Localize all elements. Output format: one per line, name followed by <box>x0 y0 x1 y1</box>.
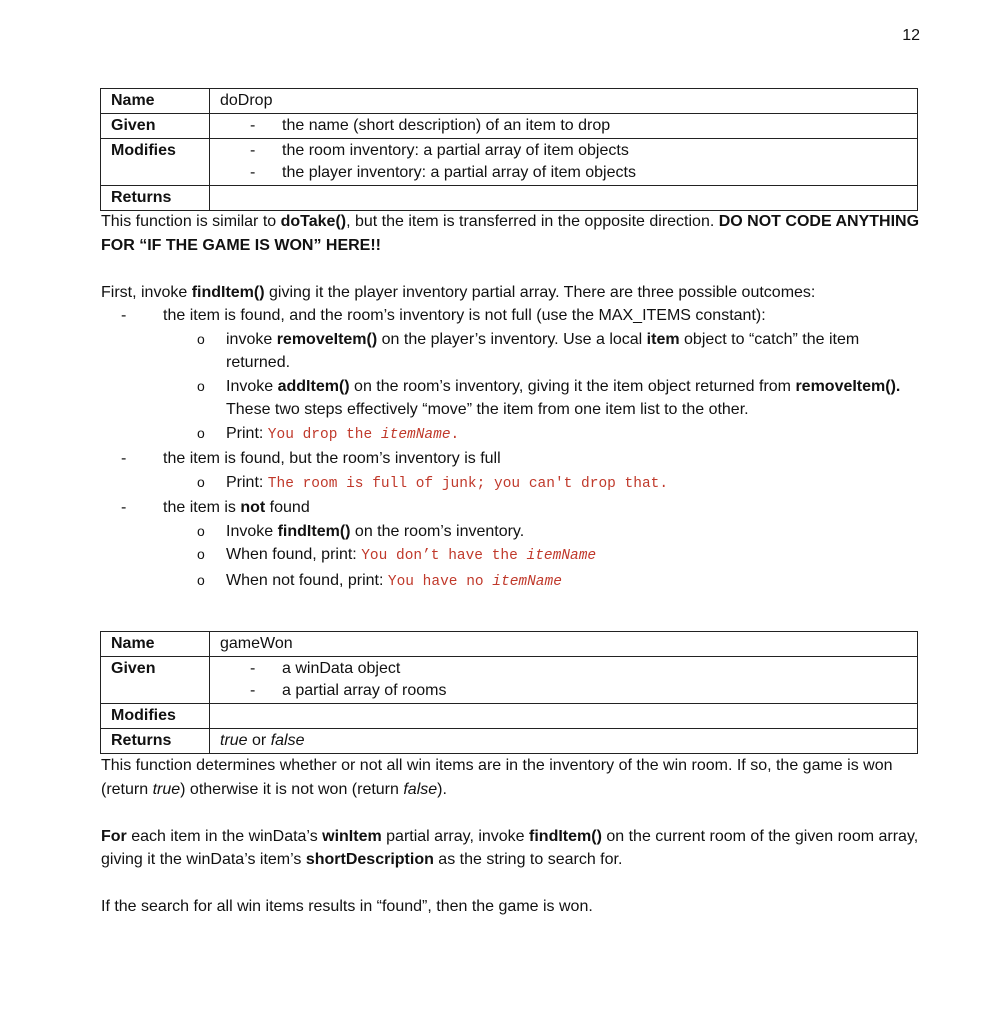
table-row <box>101 657 918 704</box>
table-row <box>101 139 918 186</box>
list-item: - the item is found, and the room’s inventory is not full (use the MAX_ITEMS constant): <box>121 307 766 324</box>
given-label: Given <box>101 657 210 704</box>
list-item: o Invoke findItem() on the room’s inventory. <box>197 522 525 540</box>
given-label: Given <box>101 114 210 139</box>
list-item: o Print: You drop the itemName. <box>197 424 460 443</box>
list-item: o When not found, print: You have no itemName <box>197 571 562 590</box>
table-row <box>101 729 918 754</box>
name-label: Name <box>101 632 210 657</box>
returns-label: Returns <box>101 729 210 754</box>
given-item: - a winData object <box>282 660 401 677</box>
modifies-value <box>210 704 918 729</box>
table-row <box>101 632 918 657</box>
last-paragraph: If the search for all win items results in “found”, then the game is won. <box>101 898 593 915</box>
returns-value <box>210 186 918 211</box>
list-item: - the item is not found <box>121 499 310 516</box>
returns-label: Returns <box>101 186 210 211</box>
list-item: - the item is found, but the room’s inventory is full <box>121 450 501 467</box>
page-number: 12 <box>902 27 920 44</box>
dodrop-description: This function is similar to doTake(), but the item is transferred in the opposite direction. DO NOT CODE ANYTHING FOR “IF THE GAME IS WON” HERE!! First, invoke findItem() giving it the player inventory partial array. There are three possible outcomes: - the item is found, and the room’s inventory is not full (use the MAX_ITEMS constant): o invoke removeItem() on the player’s inventory. Use a local item object to “catch” the item returned. o Invoke addItem() on the room’s inventory, giving it the item object returned from removeItem(). These two steps effectively “move” the item from one item list to the other. o Print: You drop the itemName. - the item is found, but the room’s inventory is full o Print: The room is full of junk; you can't drop that. - the item is not found o Invoke findItem() on the room’s inventory. o When found, print: You don’t have the itemName o When not found, print: You have no itemName <box>101 210 921 594</box>
list-item: o When found, print: You don’t have the itemName <box>197 546 597 564</box>
for-paragraph: For each item in the winData’s winItem partial array, invoke findItem() on the current room of the given room array, giving it the winData’s item’s shortDescription as the string to search for. <box>101 827 919 868</box>
function-name: gameWon <box>210 632 918 657</box>
list-item: o Print: The room is full of junk; you can't drop that. <box>197 473 669 492</box>
gamewon-description: This function determines whether or not all win items are in the inventory of the win room. If so, the game is won (return true) otherwise it is not won (return false). For each item in the winData’s winItem partial array, invoke findItem() on the current room of the given room array, giving it the winData’s item’s shortDescription as the string to search for. If the search for all win items results in “found”, then the game is won. <box>101 754 921 919</box>
table-row <box>101 186 918 211</box>
spec-table-gamewon <box>100 631 918 754</box>
modifies-label: Modifies <box>101 139 210 186</box>
table-row <box>101 704 918 729</box>
function-name: doDrop <box>210 89 918 114</box>
given-item: - the name (short description) of an item to drop <box>282 117 611 134</box>
modifies-label: Modifies <box>101 704 210 729</box>
returns-value: true or false <box>210 729 918 754</box>
modifies-item: - the room inventory: a partial array of item objects <box>282 142 629 159</box>
given-item: - a partial array of rooms <box>282 682 447 699</box>
spec-table-dodrop <box>100 88 918 211</box>
list-item: o Invoke addItem() on the room’s inventory, giving it the item object returned from removeItem(). These two steps effectively “move” the item from one item list to the other. <box>197 377 901 418</box>
first-paragraph: First, invoke findItem() giving it the player inventory partial array. There are three possible outcomes: <box>101 283 816 301</box>
list-item: o invoke removeItem() on the player’s inventory. Use a local item object to “catch” the item returned. <box>197 330 860 371</box>
name-label: Name <box>101 89 210 114</box>
table-row <box>101 89 918 114</box>
table-row <box>101 114 918 139</box>
modifies-item: - the player inventory: a partial array of item objects <box>282 164 636 181</box>
